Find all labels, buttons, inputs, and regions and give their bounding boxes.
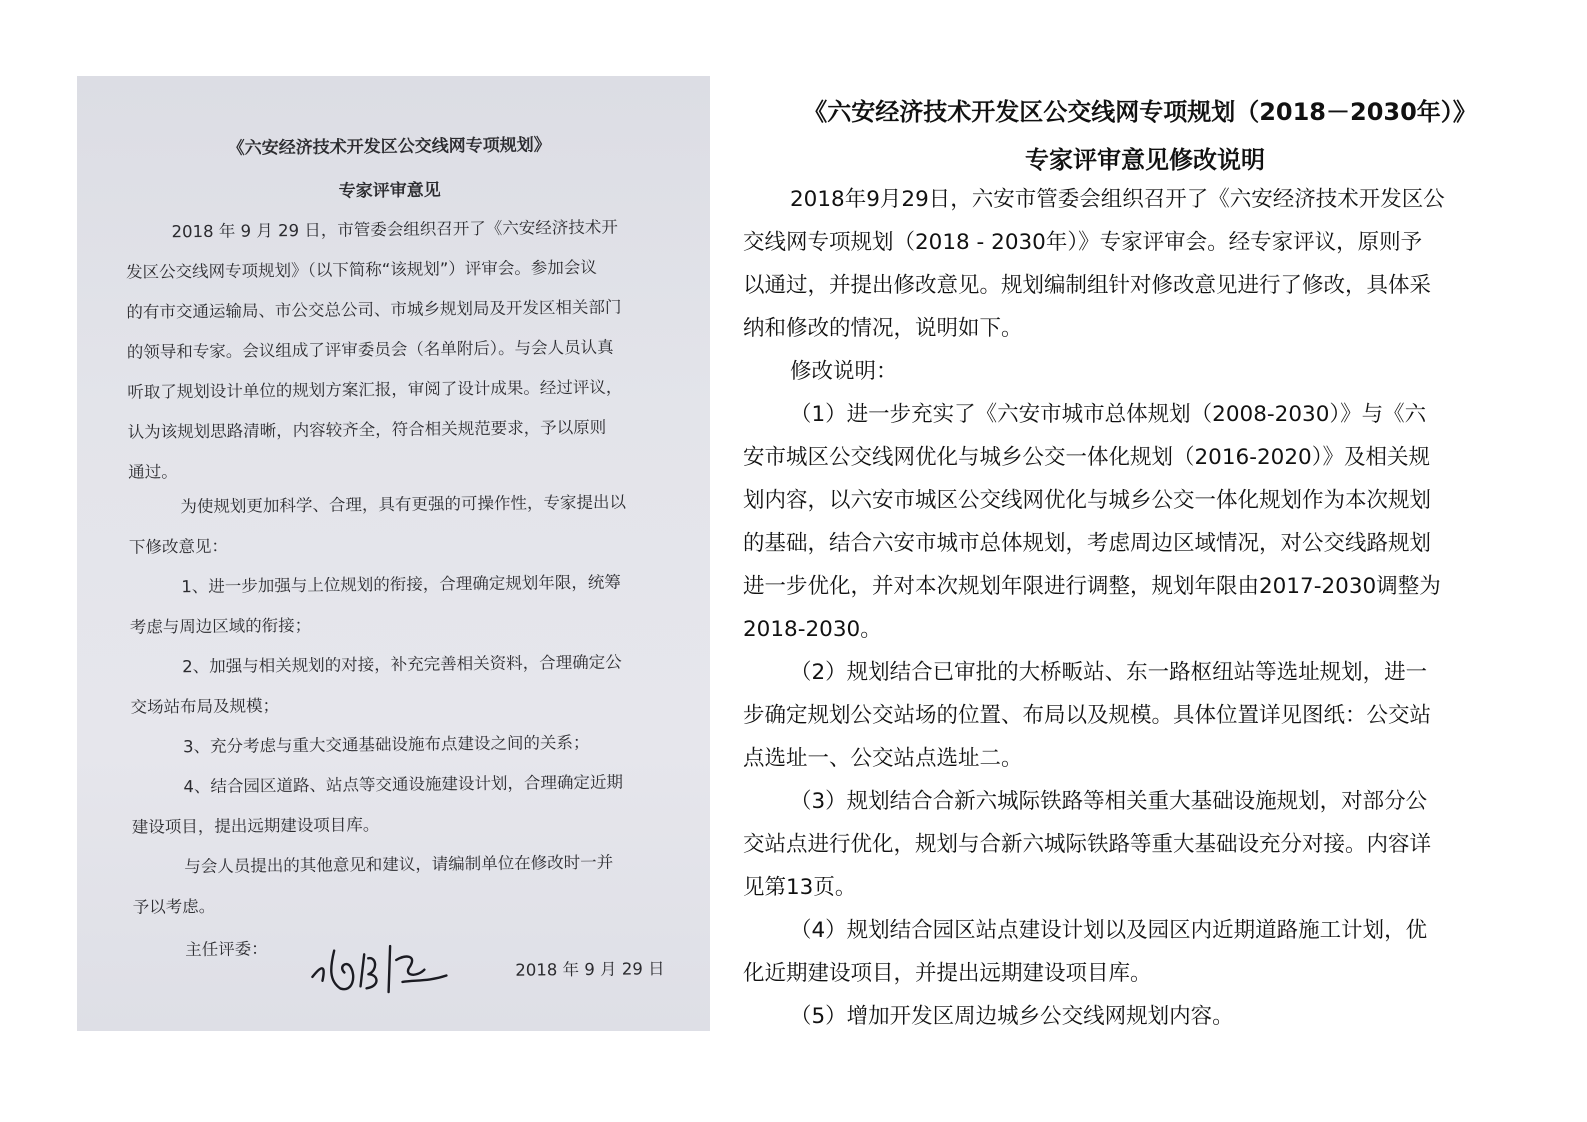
- statement-line: 交线网专项规划（2018 - 2030年）》专家评审会。经专家评议，原则予: [743, 230, 1423, 255]
- review-line: 交场站布局及规模；: [130, 696, 280, 717]
- review-line: 听取了规划设计单位的规划方案汇报，审阅了设计成果。经过评议，: [127, 377, 623, 402]
- review-date: 2018 年 9 月 29 日: [515, 959, 665, 980]
- review-opinion-photo: [77, 76, 710, 1031]
- statement-line: （1）进一步充实了《六安市城市总体规划（2008-2030）》与《六: [790, 402, 1427, 427]
- review-line: 1、进一步加强与上位规划的衔接，合理确定规划年限，统筹: [181, 572, 621, 597]
- review-line: 发区公交线网专项规划》（以下简称“该规划”）评审会。参加会议: [125, 257, 597, 282]
- review-line: 的有市交通运输局、市公交总公司、市城乡规划局及开发区相关部门: [126, 297, 622, 322]
- statement-line: 划内容，以六安市城区公交线网优化与城乡公交一体化规划作为本次规划: [743, 488, 1432, 513]
- review-title: 《六安经济技术开发区公交线网专项规划》: [227, 135, 551, 159]
- review-line: 的领导和专家。会议组成了评审委员会（名单附后）。与会人员认真: [126, 337, 614, 362]
- statement-line: （3）规划结合合新六城际铁路等相关重大基础设施规划，对部分公: [790, 789, 1428, 814]
- handwritten-signature: [306, 935, 457, 997]
- review-line: 2018 年 9 月 29 日，市管委会组织召开了《六安经济技术开: [171, 217, 618, 242]
- review-line: 予以考虑。: [132, 896, 216, 917]
- chair-reviewer-label: 主任评委：: [185, 939, 268, 960]
- statement-line: （5）增加开发区周边城乡公交线网规划内容。: [790, 1004, 1234, 1029]
- review-line: 下修改意见：: [128, 536, 229, 557]
- review-line: 2、加强与相关规划的对接，补充完善相关资料，合理确定公: [182, 652, 622, 677]
- review-line: 3、充分考虑与重大交通基础设施布点建设之间的关系；: [182, 732, 590, 757]
- review-opinion-sheet: [77, 76, 710, 1031]
- statement-section-label: 修改说明：: [790, 359, 898, 384]
- statement-line: 2018-2030。: [743, 617, 882, 642]
- review-line: 4、结合园区道路、站点等交通设施建设计划，合理确定近期: [183, 772, 624, 797]
- statement-subtitle: 专家评审意见修改说明: [1025, 146, 1265, 174]
- review-line: 建设项目，提出远期建设项目库。: [131, 815, 380, 837]
- statement-line: 进一步优化，并对本次规划年限进行调整，规划年限由2017-2030调整为: [743, 574, 1441, 599]
- statement-line: 交站点进行优化，规划与合新六城际铁路等重大基础设充分对接。内容详: [743, 832, 1432, 857]
- review-line: 认为该规划思路清晰，内容较齐全，符合相关规范要求，予以原则: [127, 417, 607, 442]
- statement-line: （4）规划结合园区站点建设计划以及园区内近期道路施工计划，优: [790, 918, 1428, 943]
- review-line: 通过。: [128, 462, 178, 482]
- statement-line: 见第13页。: [743, 875, 857, 900]
- statement-title: 《六安经济技术开发区公交线网专项规划（2018－2030年）》: [803, 98, 1477, 126]
- statement-line: 步确定规划公交站场的位置、布局以及规模。具体位置详见图纸：公交站: [743, 703, 1432, 728]
- statement-line: 纳和修改的情况，说明如下。: [743, 316, 1023, 341]
- statement-line: 2018年9月29日，六安市管委会组织召开了《六安经济技术开发区公: [790, 187, 1445, 212]
- statement-line: 的基础，结合六安市城市总体规划，考虑周边区域情况，对公交线路规划: [743, 531, 1432, 556]
- review-line: 与会人员提出的其他意见和建议，请编制单位在修改时一并: [184, 852, 614, 877]
- statement-line: （2）规划结合已审批的大桥畈站、东一路枢纽站等选址规划，进一: [790, 660, 1428, 685]
- statement-line: 以通过，并提出修改意见。规划编制组针对修改意见进行了修改，具体采: [743, 273, 1432, 298]
- review-line: 考虑与周边区域的衔接；: [129, 615, 312, 637]
- review-subtitle: 专家评审意见: [338, 180, 441, 202]
- review-line: 为使规划更加科学、合理，具有更强的可操作性，专家提出以: [180, 492, 627, 517]
- statement-line: 化近期建设项目，并提出远期建设项目库。: [743, 961, 1152, 986]
- statement-line: 点选址一、公交站点选址二。: [743, 746, 1023, 771]
- statement-line: 安市城区公交线网优化与城乡公交一体化规划（2016-2020）》及相关规: [743, 445, 1430, 470]
